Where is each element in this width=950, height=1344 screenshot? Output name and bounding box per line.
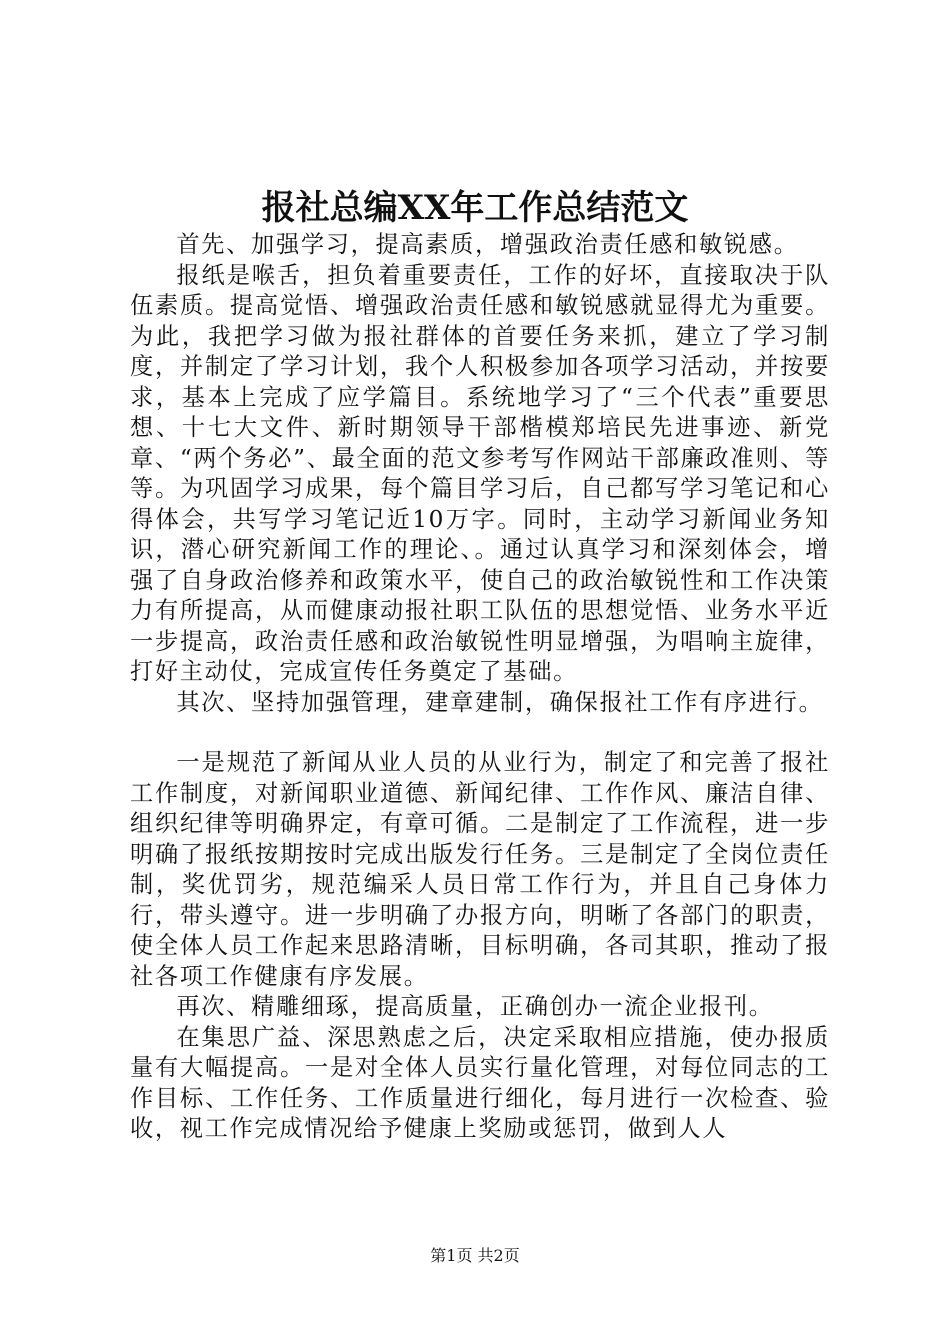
- document-title: 报社总编XX年工作总结范文: [261, 188, 689, 228]
- paragraph-2: 报纸是喉舌，担负着重要责任，工作的好坏，直接取决于队伍素质。提高觉悟、增强政治责任感和敏锐感就显得尤为重要。为此，我把学习做为报社群体的首要任务来抓，建立了学习制度，并制定了学习计划，我个人积极参加各项学习活动，并按要求，基本上完成了应学篇目。系统地学习了“三个代表”重要思想、十七大文件、新时期领导干部楷模郑培民先进事迹、新党章、“两个务必”、最全面的范文参考写作网站干部廉政准则、等等。为巩固学习成果，每个篇目学习后，自己都写学习笔记和心得体会，共写学习笔记近10万字。同时，主动学习新闻业务知识，潜心研究新闻工作的理论、。通过认真学习和深刻体会，增强了自身政治修养和政策水平，使自己的政治敏锐性和工作决策力有所提高，从而健康动报社职工队伍的思想觉悟、业务水平近一步提高，政治责任感和政治敏锐性明显增强，为唱响主旋律，打好主动仗，完成宣传任务奠定了基础。: [130, 261, 830, 685]
- page-footer: 第1页 共2页: [430, 1246, 520, 1265]
- paragraph-4: 一是规范了新闻从业人员的从业行为，制定了和完善了报社工作制度，对新闻职业道德、新闻纪律、工作作风、廉洁自律、组织纪律等明确界定，有章可循。二是制定了工作流程，进一步明确了报纸按期按时完成出版发行任务。三是制定了全岗位责任制，奖优罚劣，规范编采人员日常工作行为，并且自己身体力行，带头遵守。进一步明确了办报方向，明晰了各部门的职责，使全体人员工作起来思路清晰，目标明确，各司其职，推动了报社各项工作健康有序发展。: [130, 749, 830, 990]
- document-body: [130, 230, 830, 1145]
- paragraph-3-heading: 其次、坚持加强管理，建章建制，确保报社工作有序进行。: [176, 688, 824, 716]
- paragraph-5-heading: 再次、精雕细琢，提高质量，正确创办一流企业报刊。: [176, 993, 774, 1020]
- paragraph-6: 在集思广益、深思熟虑之后，决定采取相应措施，使办报质量有大幅提高。一是对全体人员实行量化管理，对每位同志的工作目标、工作任务、工作质量进行细化，每月进行一次检查、验收，视工作完成情况给予健康上奖励或惩罚，做到人人: [130, 1023, 830, 1142]
- paragraph-1-heading: 首先、加强学习，提高素质，增强政治责任感和敏锐感。: [176, 231, 799, 258]
